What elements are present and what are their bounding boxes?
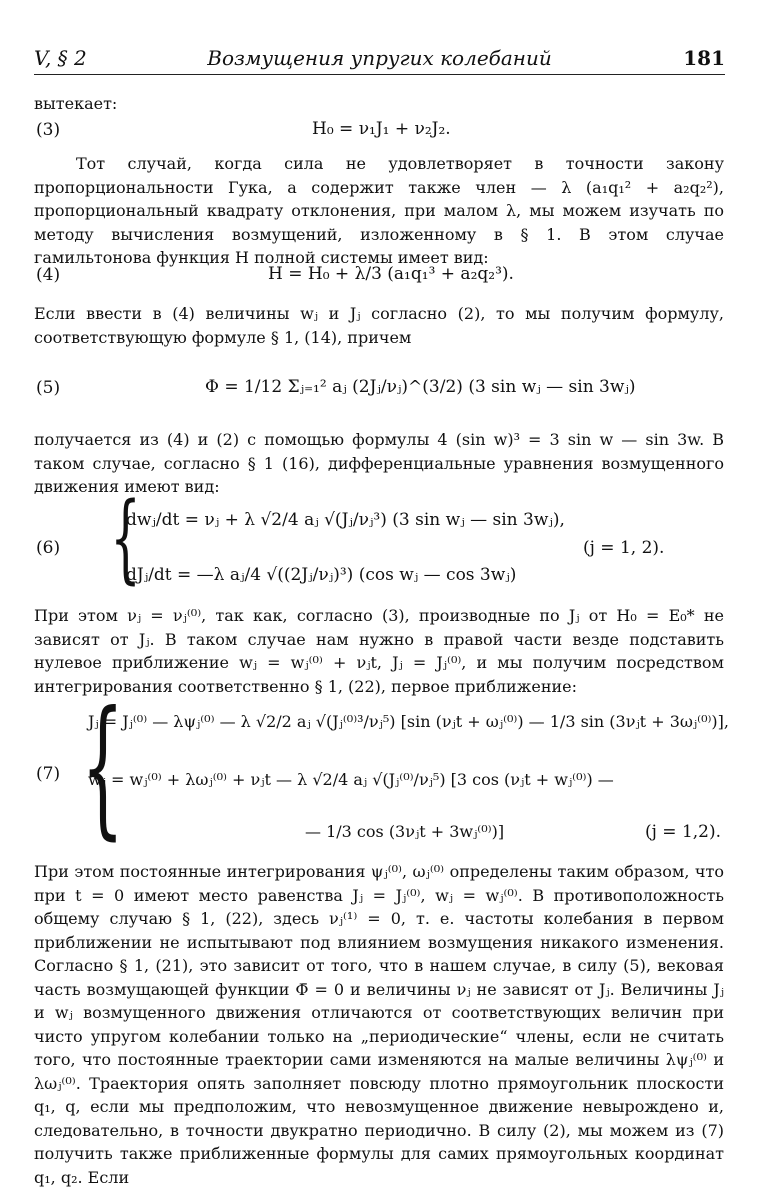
- equation-3: H₀ = ν₁J₁ + ν₂J₂.: [312, 119, 451, 139]
- paragraph-hooke: Тот случай, когда сила не удовлетворяет в точности закону пропорциональности Гука, а содержит также член — λ (a₁q₁² + a₂q₂²), пропорциональный квадрату отклонения, при малом λ, мы можем изучать по методу вычисления возмущений, изложенному в § 1. В этом случае гамильтонова функция H полной системы имеет вид:: [34, 154, 724, 267]
- paragraph-constants: При этом постоянные интегрирования ψⱼ⁽⁰⁾, ωⱼ⁽⁰⁾ определены таким образом, что при t = 0 имеют место равенства Jⱼ = Jⱼ⁽⁰⁾, wⱼ = wⱼ⁽⁰⁾. В противоположность общему случаю § 1, (22), здесь νⱼ⁽¹⁾ = 0, т. е. частоты колебания в первом приближении не испытывают под влиянием возмущения никакого изменения. Согласно § 1, (21), это зависит от того, что в нашем случае, в силу (5), вековая часть возмущающей функции Φ̄ = 0 и величины νⱼ не зависят от Jⱼ. Величины Jⱼ и wⱼ возмущенного движения отличаются от соответствующих величин при чисто упругом колебании только на „периодические“ члены, если не считать того, что постоянные траектории сами изменяются на малые величины λψⱼ⁽⁰⁾ и λωⱼ⁽⁰⁾. Траектория опять заполняет повсюду плотно прямоугольник плоскости q₁, q, если мы предположим, что невозмущенное движение невырождено и, следовательно, в точности двукратно периодично. В силу (2), мы можем из (7) получить также приближенные формулы для самих прямоугольных координат q₁, q₂. Если: [34, 862, 724, 1187]
- equation-7a: Jⱼ = Jⱼ⁽⁰⁾ — λψⱼ⁽⁰⁾ — λ √2/2 aⱼ √(Jⱼ⁽⁰⁾³/νⱼ⁵) [sin (νⱼt + ωⱼ⁽⁰⁾) — 1/3 sin (3νⱼt + 3ωⱼ⁽⁰⁾)],: [88, 712, 729, 731]
- equation-4-label: (4): [36, 265, 61, 285]
- equation-6a: dwⱼ/dt = νⱼ + λ √2/4 aⱼ √(Jⱼ/νⱼ³) (3 sin wⱼ — sin 3wⱼ),: [126, 510, 565, 530]
- page-number: 181: [683, 46, 725, 70]
- paragraph-zero-approx: При этом νⱼ = νⱼ⁽⁰⁾, так как, согласно (3), производные по Jⱼ от H₀ = E₀* не зависят от Jⱼ. В таком случае нам нужно в правой части везде подставить нулевое приближение wⱼ = wⱼ⁽⁰⁾ + νⱼt, Jⱼ = Jⱼ⁽⁰⁾, и мы получим посредством интегрирования соответственно § 1, (22), первое приближение:: [34, 606, 724, 696]
- equation-7-label: (7): [36, 764, 61, 784]
- equation-7-condition: (j = 1,2).: [645, 822, 722, 842]
- equation-7-brace: {: [81, 680, 125, 854]
- paragraph-substitution: Если ввести в (4) величины wⱼ и Jⱼ согласно (2), то мы получим формулу, соответствующую формуле § 1, (14), причем: [34, 304, 724, 347]
- equation-6-brace: {: [110, 482, 141, 594]
- equation-5-label: (5): [36, 378, 61, 398]
- paragraph-formula: получается из (4) и (2) с помощью формулы 4 (sin w)³ = 3 sin w — sin 3w. В таком случае, согласно § 1 (16), дифференциальные уравнения возмущенного движения имеют вид:: [34, 430, 724, 496]
- equation-6-label: (6): [36, 538, 61, 558]
- equation-6b: dJⱼ/dt = —λ aⱼ/4 √((2Jⱼ/νⱼ)³) (cos wⱼ — cos 3wⱼ): [126, 565, 517, 585]
- equation-7c: — 1/3 cos (3νⱼt + 3wⱼ⁽⁰⁾)]: [305, 822, 505, 841]
- equation-6-condition: (j = 1, 2).: [583, 538, 665, 558]
- paragraph-intro: вытекает:: [34, 94, 118, 113]
- equation-3-label: (3): [36, 120, 61, 140]
- equation-7b: wⱼ = wⱼ⁽⁰⁾ + λωⱼ⁽⁰⁾ + νⱼt — λ √2/4 aⱼ √(Jⱼ⁽⁰⁾/νⱼ⁵) [3 cos (νⱼt + wⱼ⁽⁰⁾) —: [88, 770, 614, 789]
- equation-5: Φ = 1/12 Σⱼ₌₁² aⱼ (2Jⱼ/νⱼ)^(3/2) (3 sin wⱼ — sin 3wⱼ): [205, 377, 636, 397]
- section-ref: V, § 2: [34, 46, 87, 70]
- chapter-title: Возмущения упругих колебаний: [207, 46, 552, 70]
- running-header: [34, 40, 725, 75]
- equation-4: H = H₀ + λ/3 (a₁q₁³ + a₂q₂³).: [268, 264, 514, 284]
